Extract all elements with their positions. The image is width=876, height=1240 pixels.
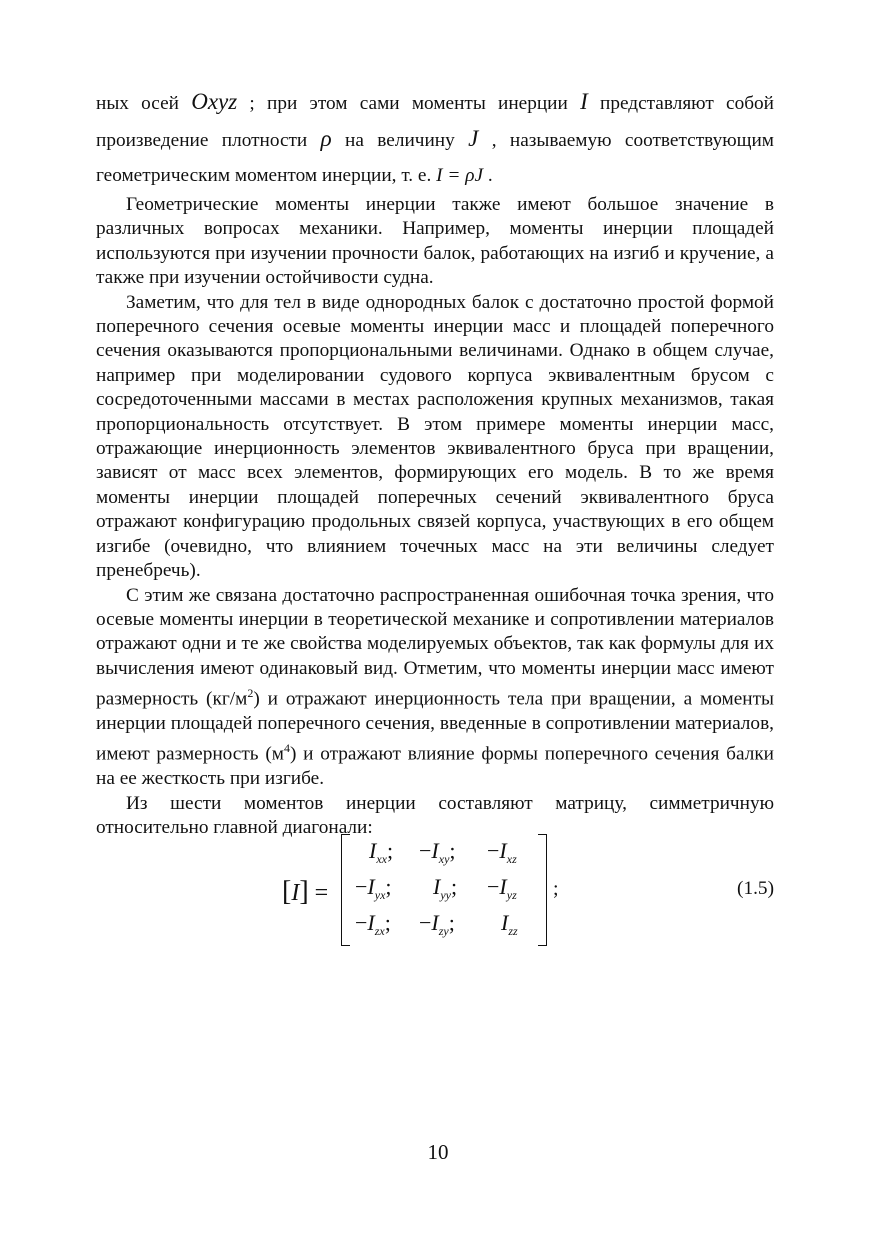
equals-sign: = [314, 880, 329, 906]
math-rho: ρ [320, 126, 332, 151]
superscript: 4 [283, 741, 290, 756]
matrix-cell-zx: $-I_{zx}$; [355, 910, 391, 938]
text: ; при этом сами моменты инерции [237, 93, 581, 114]
matrix-cell-xy: $-I_{xy}$; [419, 838, 456, 866]
paragraph-3 [96, 584, 774, 792]
text: , называемую соответствующим геометрическим моментом инерции, т. е. [96, 130, 774, 186]
paragraph-4: Из шести моментов инерции составляют матрицу, симметричную относительно главной диагонали: [96, 792, 774, 838]
page-body [96, 84, 774, 938]
text: ) и отражают инерционность тела при вращении, а моменты инерции площадей поперечного сечения, введенные в сопротивлении материалов, имеют размерность (м [96, 688, 774, 765]
equation-semicolon: ; [553, 878, 559, 900]
math-i-rho-j: I = ρJ [436, 165, 484, 186]
text: представляют собой произведение плотности [96, 93, 774, 151]
math-oxyz: Oxyz [191, 89, 238, 114]
equation-number: (1.5) [737, 878, 774, 899]
inertia-matrix [341, 834, 547, 946]
paragraph-0 [96, 84, 774, 193]
paragraph-2: Заметим, что для тел в виде однородных балок с достаточно простой формой поперечного сечения осевые моменты инерции масс и площадей поперечного сечения оказываются пропорциональными величинами. Однако в общем случае, например при моделировании судового корпуса эквивалентным брусом с сосредоточенными массами в местах расположения крупных механизмов, такая пропорциональность отсутствует. В этом примере моменты инерции масс, отражающие инерционность элементов эквивалентного бруса при вращении, зависят от масс всех элементов, формирующих его модель. В то же время моменты инерции площадей поперечных сечений эквивалентного бруса отражают конфигурацию продольных связей корпуса, участвующих в его общем изгибе (очевидно, что влиянием точечных масс на эти величины следует пренебречь). [96, 291, 774, 582]
matrix-cell-yy: $I_{yy}$; [433, 874, 458, 902]
matrix-cell-xz: $-I_{xz}$ [487, 838, 517, 866]
equation-lhs [282, 876, 328, 908]
text: на величину [331, 130, 469, 151]
text: С этим же связана достаточно распространенная ошибочная точка зрения, что осевые моменты инерции в теоретической механике и сопротивлении материалов отражают одни и те же свойства моделируемых объектов, так как формулы для их вычисления имеют одинаковый вид. Отметим, что моменты инерции масс имеют размерность (кг/м [96, 584, 774, 710]
matrix-right-bracket [538, 834, 547, 946]
matrix-cell-xx: $I_{xx}$; [369, 838, 394, 866]
bracket-close: ] [299, 876, 309, 907]
text: ных осей [96, 93, 192, 114]
superscript: 2 [247, 686, 254, 701]
page-number: 10 [427, 1140, 449, 1164]
math-i: I [580, 89, 588, 114]
equation-1-5 [96, 834, 774, 950]
paragraph-1: Геометрические моменты инерции также имеют большое значение в различных вопросах механики. Например, моменты инерции площадей используются при изучении прочности балок, работающих на изгиб и кручение, а также при изучении остойчивости судна. [96, 194, 774, 289]
matrix-cell-zy: $-I_{zy}$; [419, 910, 455, 938]
matrix-cell-yz: $-I_{yz}$ [487, 874, 517, 902]
text: . [483, 165, 493, 186]
bracket-open: [ [282, 876, 292, 907]
matrix-cell-yx: $-I_{yx}$; [355, 874, 392, 902]
matrix-left-bracket [341, 834, 350, 946]
text: ) и отражают влияние формы поперечного сечения балки на ее жесткость при изгибе. [96, 743, 774, 790]
math-j: J [468, 126, 479, 151]
matrix-cell-zz: $I_{zz}$ [501, 910, 518, 938]
matrix-symbol: I [291, 880, 300, 906]
